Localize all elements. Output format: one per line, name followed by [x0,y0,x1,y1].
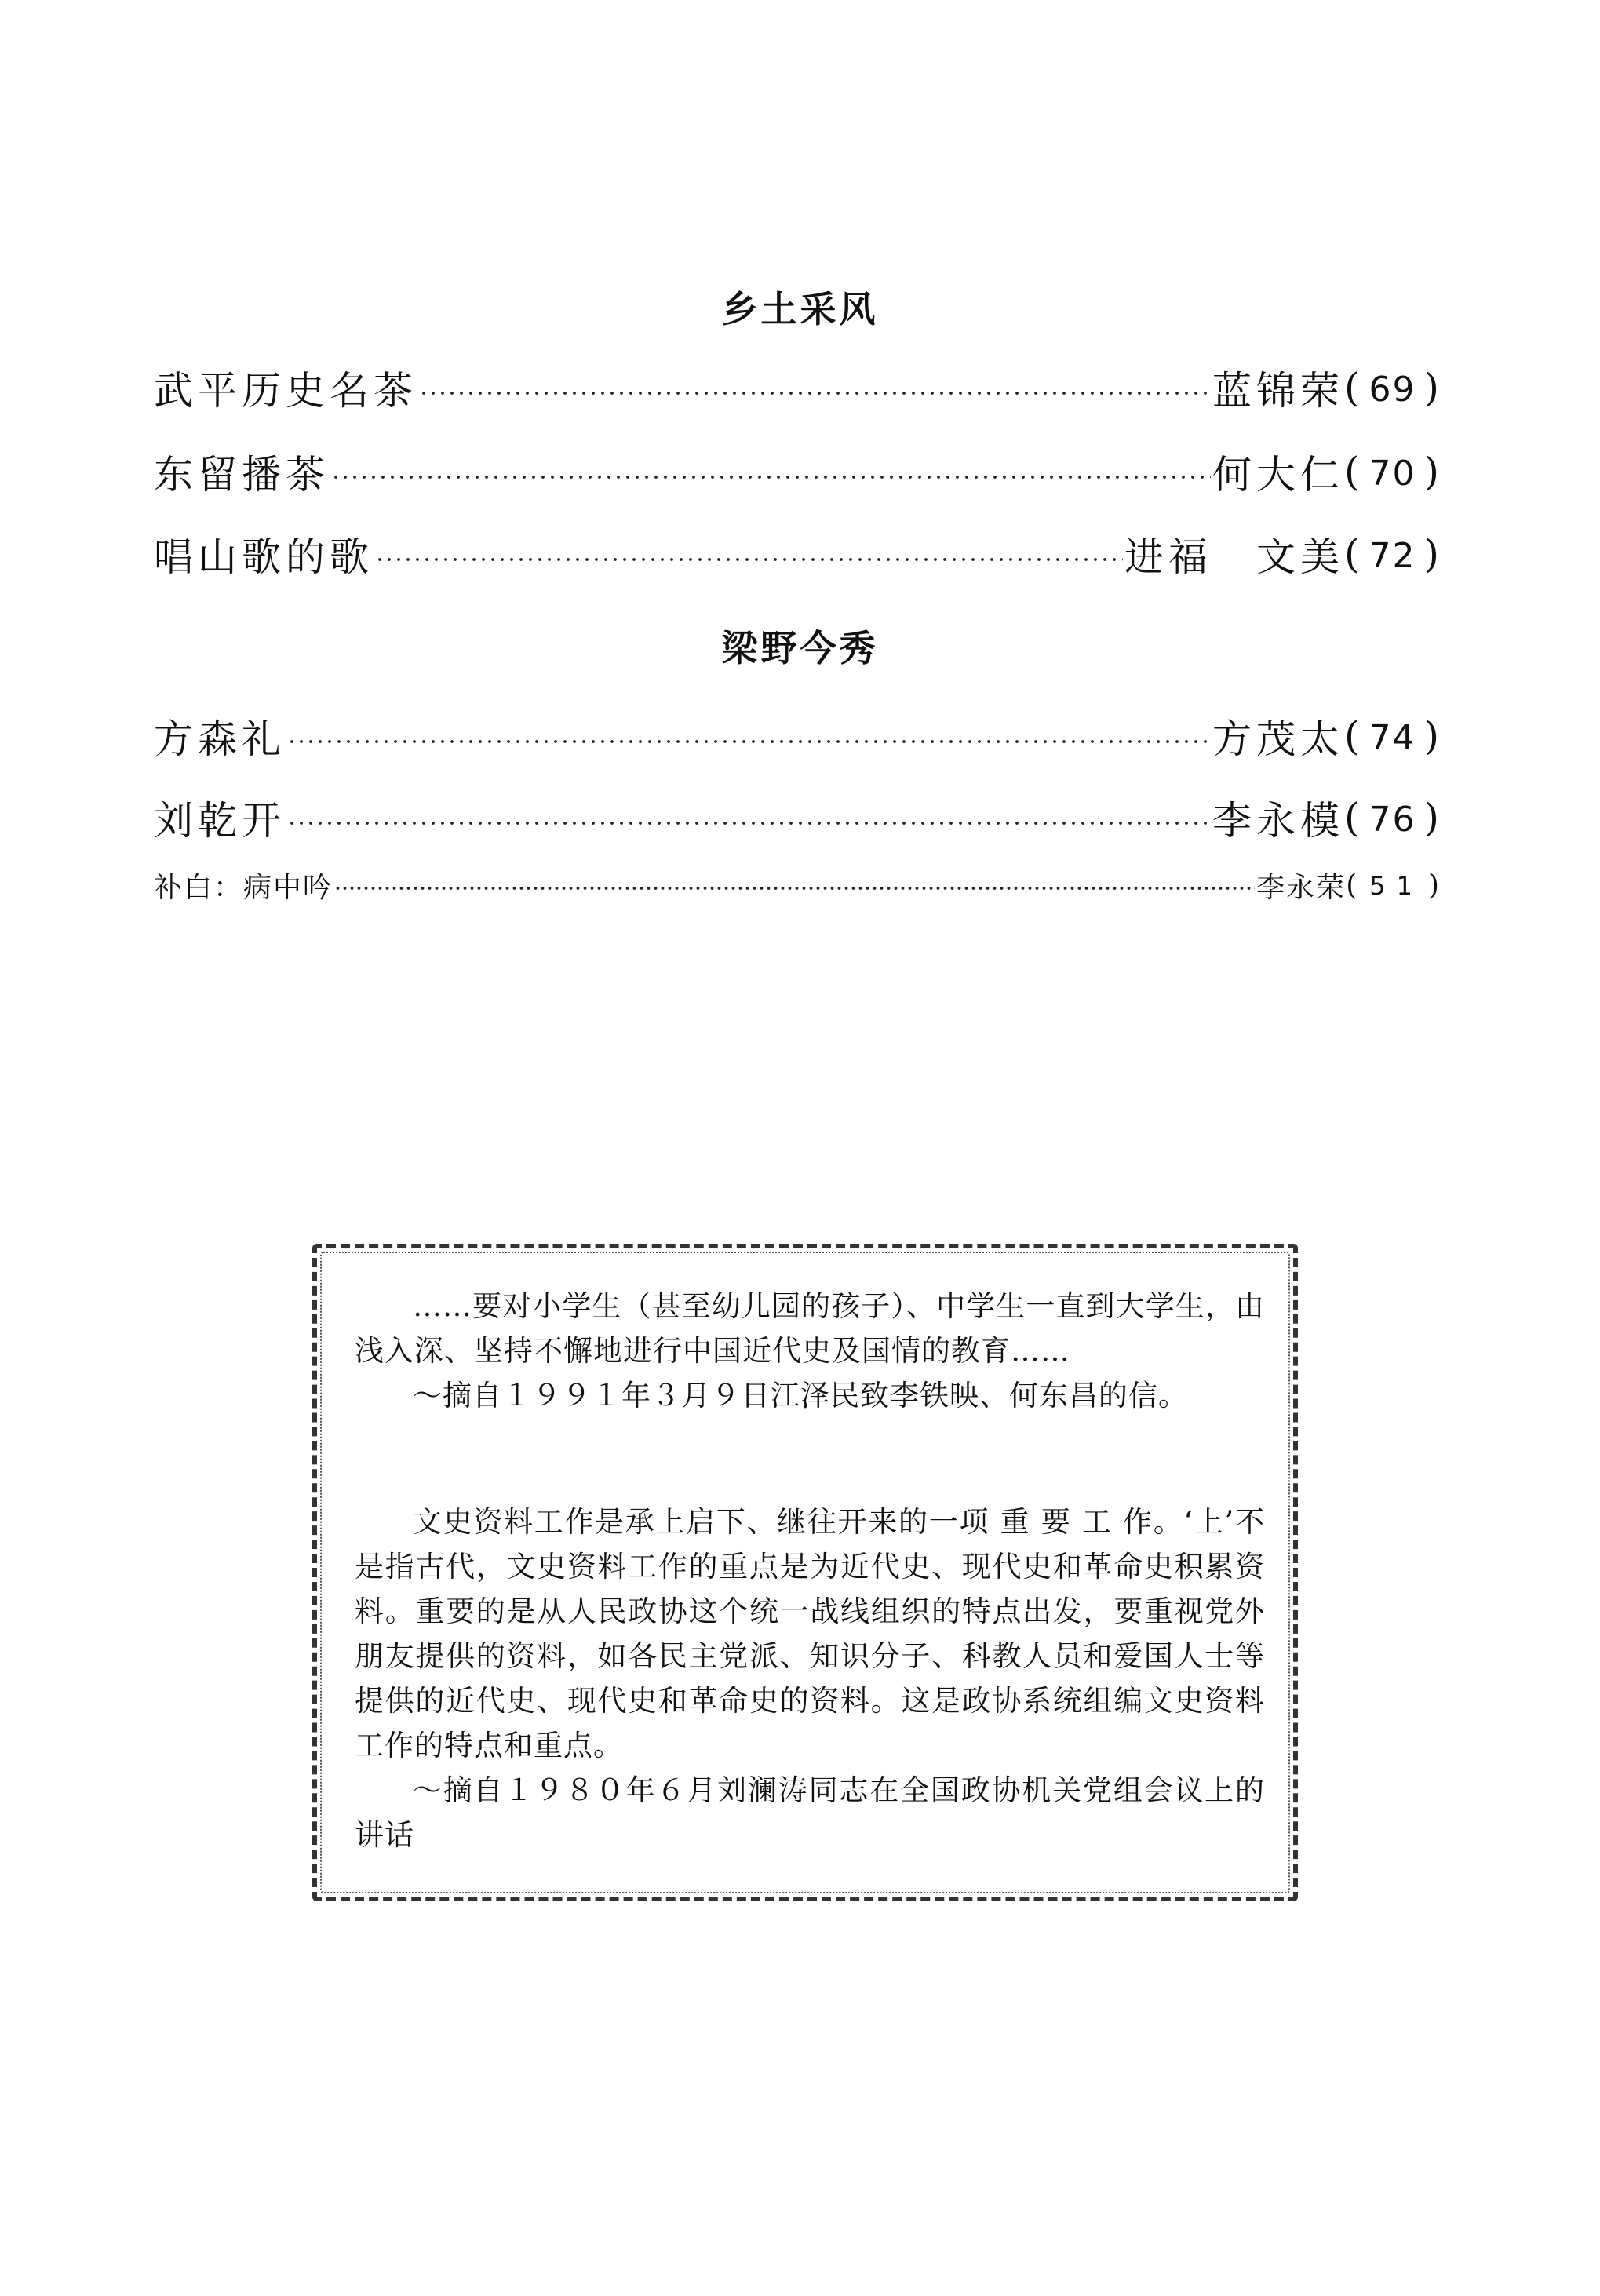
entry-title: 补白：病中吟 [154,871,333,904]
section-title-1: 乡土采风 [721,288,879,330]
toc-entry[interactable] [154,443,1441,500]
dot-leader [331,473,1211,481]
entry-title: 唱山歌的歌 [154,534,374,580]
page-number: ( 51 ) [1346,869,1441,902]
quote-1-source: ～摘自１９９１年３月９日江泽民致李铁映、何东昌的信。 [413,1379,1188,1412]
toc-entry[interactable] [154,708,1441,764]
quote-box [312,1244,1298,1901]
entry-author: 方茂太 [1212,716,1344,762]
dot-leader [334,885,1255,891]
quote-2-text: 文史资料工作是承上启下、继往开来的一项 重 要 工 作。‘上’不是指古代，文史资料工作的重点是为近代史、现代史和革命史积累资料。重要的是从人民政协这个统一战线组织的特点出发，要重视党外朋友提供的资料，如各民主党派、知识分子、科教人员和爱国人士等提供的近代史、现代史和革命史的资料。这是政协系统组编文史资料工作的特点和重点。 [355,1505,1265,1762]
entry-title: 方森礼 [154,716,286,762]
entry-title: 武平历史名茶 [154,368,417,414]
entry-author: 李永模 [1212,798,1344,844]
quote-2-source: ～摘自１９８０年６月刘澜涛同志在全国政协机关党组会议上的讲话 [355,1773,1265,1852]
dot-leader [419,389,1211,397]
toc-entry-supplement[interactable] [154,863,1441,907]
page-number: ( 70 ) [1343,449,1441,494]
entry-author: 何大仁 [1212,452,1344,497]
page-number: ( 69 ) [1343,365,1441,410]
entry-author: 蓝锦荣 [1212,368,1344,414]
toc-entry[interactable] [154,789,1441,846]
toc-entry[interactable] [154,526,1441,582]
entry-author: 进福 文美 [1124,534,1344,580]
quote-1-text: ……要对小学生（甚至幼儿园的孩子）、中学生一直到大学生，由浅入深、坚持不懈地进行中国近代史及国情的教育…… [355,1289,1265,1368]
quote-2 [355,1500,1265,1857]
quote-1 [355,1284,1265,1418]
dot-leader [287,819,1211,827]
page-number: ( 74 ) [1343,713,1441,759]
page-number: ( 72 ) [1343,531,1441,577]
page-number: ( 76 ) [1343,795,1441,840]
section-title-2: 梁野今秀 [721,627,879,669]
entry-title: 东留播茶 [154,452,330,497]
dot-leader [287,738,1211,745]
entry-title: 刘乾开 [154,798,286,844]
toc-entry[interactable] [154,359,1441,416]
dot-leader [375,556,1123,563]
entry-author: 李永荣 [1256,871,1347,904]
